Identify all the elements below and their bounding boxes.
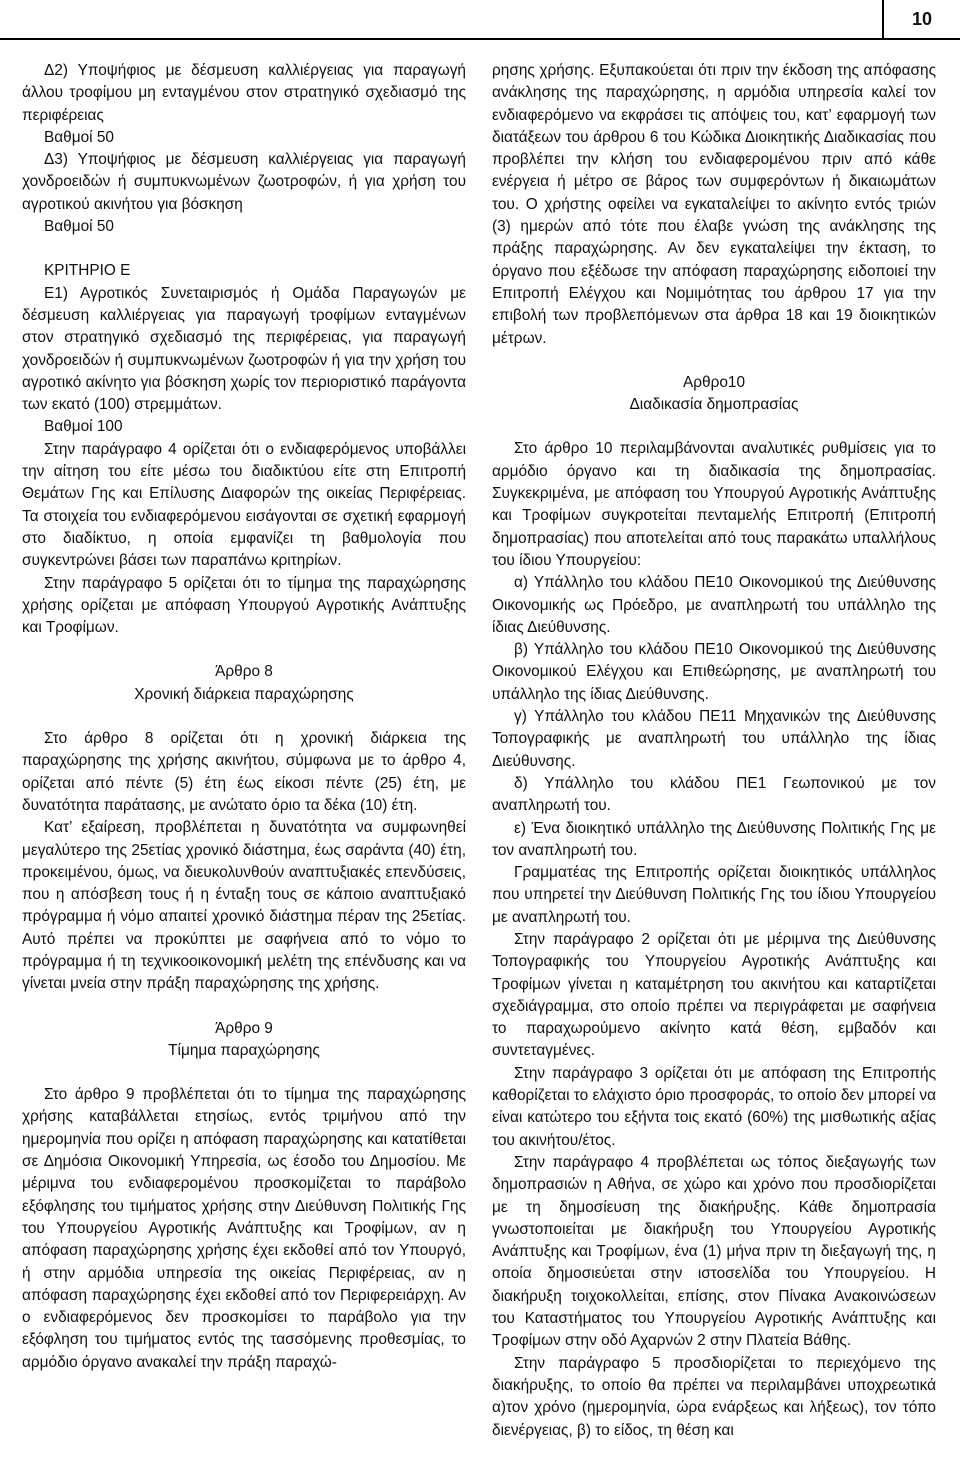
paragraph: δ) Υπάλληλο του κλάδου ΠΕ1 Γεωπονικού με τον αναπληρωτή του.	[492, 774, 936, 815]
paragraph: Βαθμοί 100	[44, 418, 123, 436]
paragraph: Στην παράγραφο 3 ορίζεται ότι με απόφαση της Επιτροπής καθορίζεται το ελάχιστο όριο προσφοράς, το οποίο δεν μπορεί να είναι κατώτερο του εξήντα τοις εκατό (60%) της μισθωτικής αξίας του ακινήτου/έτος.	[492, 1064, 936, 1149]
paragraph: Στο άρθρο 9 προβλέπεται ότι το τίμημα της παραχώρησης χρήσης καταβάλλεται ετησίως, εντός τριμήνου από την ημερομηνία που ορίζει η απόφαση παραχώρησης και κατατίθεται σε Δημόσια Οικονομική Υπηρεσία, ως έσοδο του Δημοσίου. Με μέριμνα του ενδιαφερομένου προσκομίζεται το παράβολο εξόφλησης του τιμήματος χρήσης στην Διεύθυνση Πολιτικής Γης του Υπουργείου Αγροτικής Ανάπτυξης και Τροφίμων, αν η απόφαση παραχώρησης χρήσης έχει εκδοθεί από τον Υπουργό, ή στην αρμόδια υπηρεσία της οικείας Περιφέρειας, αν η απόφαση παραχώρησης έχει εκδοθεί από τον Περιφερειάρχη. Αν ο ενδιαφερόμενος δεν προσκομίσει το παράβολο για την εξόφληση του τιμήματος εντός της τασσόμενης προθεσμίας, το αρμόδιο όργανο ανακαλεί την πράξη παραχώ-	[22, 1086, 466, 1371]
paragraph: Βαθμοί 50	[44, 218, 114, 236]
left-column	[22, 60, 466, 1374]
spacer	[22, 706, 466, 728]
paragraph: ΚΡΙΤΗΡΙΟ Ε	[44, 262, 131, 280]
paragraph: β) Υπάλληλο του κλάδου ΠΕ10 Οικονομικού της Διεύθυνσης Οικονομικού Ελέγχου και Επιθεώρησης, με αναπληρωτή του υπάλληλο της ίδιας Διεύθυνσης.	[492, 641, 936, 703]
spacer	[22, 1062, 466, 1084]
section-heading: Διαδικασία δημοπρασίας	[629, 396, 799, 414]
spacer	[22, 639, 466, 661]
paragraph: Κατ’ εξαίρεση, προβλέπεται η δυνατότητα να συμφωνηθεί μεγαλύτερο της 25ετίας χρονικό διάστημα, έως σαράντα (40) έτη, προκειμένου, όμως, να διευκολυνθούν αναπτυξιακές επενδύσεις, που η απόσβεση τους ή η ένταξη τους σε κάποιο αναπτυξιακό πρόγραμμα ή νόμο απαιτεί χρονικό διάστημα πέραν της 25ετίας. Αυτό πρέπει να προκύπτει με σαφήνεια από το νόμο το πρόγραμμα ή τη τεχνικοοικονομική μελέτη της επένδυσης και να γίνεται μνεία στην πράξη παραχώρησης της χρήσης.	[22, 819, 466, 993]
paragraph: Στην παράγραφο 5 ορίζεται ότι το τίμημα της παραχώρησης χρήσης ορίζεται με απόφαση Υπουργού Αγροτικής Ανάπτυξης και Τροφίμων.	[22, 574, 466, 637]
spacer	[22, 996, 466, 1018]
paragraph: Δ3) Υποψήφιος με δέσμευση καλλιέργειας για παραγωγή χονδροειδών ή συμπυκνωμένων ζωοτροφών, ή για χρήση του αγροτικού ακινήτου για βόσκηση	[22, 151, 466, 213]
section-heading: Αρθρο10	[682, 373, 745, 391]
paragraph: Στην παράγραφο 2 ορίζεται ότι με μέριμνα της Διεύθυνσης Τοπογραφικής του Υπουργείου Αγροτικής Ανάπτυξης και Τροφίμων γίνεται η καταμέτρηση του ακινήτου και καταρτίζεται σχεδιάγραμμα, στο οποίο πρέπει να περιγράφεται με σαφήνεια το παραχωρούμενο ακίνητο κατά θέση, εμβαδόν και συντεταγμένες.	[492, 930, 936, 1060]
section-heading: Άρθρο 8	[215, 663, 273, 681]
paragraph: Ε1) Αγροτικός Συνεταιρισμός ή Ομάδα Παραγωγών με δέσμευση καλλιέργειας για παραγωγή τροφίμων ενταγμένων στον στρατηγικό σχεδιασμό της περιφέρειας, για παραγωγή χονδροειδών ή συμπυκνωμένων ζωοτροφών ή για την χρήση του αγροτικό ακίνητο για βόσκηση χωρίς τον περιοριστικό παράγοντα των εκατό (100) στρεμμάτων.	[22, 284, 466, 414]
paragraph: ρησης χρήσης. Εξυπακούεται ότι πριν την έκδοση της απόφασης ανάκλησης της παραχώρησης, η αρμόδια υπηρεσία καλεί τον ενδιαφερόμενο να εκφράσει τις απόψεις του, κατ’ εφαρμογή των διατάξεων του άρθρου 6 του Κώδικα Διοικητικής Διαδικασίας που προβλέπει την κλήση του ενδιαφερομένου πριν από κάθε ενέργεια ή μέτρο σε βάρος των συμφερόντων ή δικαιωμάτων του. Ο χρήστης οφείλει να εγκαταλείψει το ακίνητο εντός τριών (3) ημερών από τότε που έλαβε γνώση της ανάκλησης της πράξης παραχώρησης. Αν δεν εγκαταλείψει την έκταση, το όργανο που εξέδωσε την απόφαση παραχώρησης ειδοποιεί την Επιτροπή Ελέγχου και Νομιμότητας του άρθρου 17 για την επιβολή των προβλεπόμενων στα άρθρα 18 και 19 διοικητικών μέτρων.	[492, 62, 936, 347]
page-header	[0, 0, 960, 38]
spacer	[492, 416, 936, 438]
right-column	[492, 60, 936, 1442]
section-heading: Τίμημα παραχώρησης	[168, 1041, 320, 1059]
paragraph: α) Υπάλληλο του κλάδου ΠΕ10 Οικονομικού της Διεύθυνσης Οικονομικής ως Πρόεδρο, με αναπληρωτή του υπάλληλο της ίδιας Διεύθυνσης.	[492, 574, 936, 636]
header-rule	[0, 38, 960, 40]
paragraph: Στην παράγραφο 5 προσδιορίζεται το περιεχόμενο της διακήρυξης, το οποίο θα πρέπει να περιλαμβάνει υποχρεωτικά α)τον χρόνο (ημερομηνία, ώρα ενάρξεως και λήξεως), τον τόπο διενέργειας, β) το είδος, τη θέση και	[492, 1354, 936, 1439]
paragraph: ε) Ένα διοικητικό υπάλληλο της Διεύθυνσης Πολιτικής Γης με τον αναπληρωτή του.	[492, 819, 936, 859]
paragraph: Στην παράγραφο 4 προβλέπεται ως τόπος διεξαγωγής των δημοπρασιών η Αθήνα, σε χώρο και χρόνο που προσδιορίζεται με τη δημοσίευση της διακήρυξης. Κάθε δημοπρασία γνωστοποιείται με διακήρυξη του Υπουργείου Αγροτικής Ανάπτυξης και Τροφίμων, ένα (1) μήνα πριν τη διεξαγωγή της, η οποία δημοσιεύεται στην ιστοσελίδα του Υπουργείου. Η διακήρυξη τοιχοκολλείται, επίσης, στον Πίνακα Ανακοινώσεων του Καταστήματος του Υπουργείου Αγροτικής Ανάπτυξης και Τροφίμων στην οδό Αχαρνών 2 στην Πλατεία Βάθης.	[492, 1153, 936, 1350]
spacer	[22, 238, 466, 260]
paragraph: Στην παράγραφο 4 ορίζεται ότι ο ενδιαφερόμενος υποβάλλει την αίτηση του είτε μέσω του διαδικτύου είτε στη Επιτροπή Θεμάτων Γης και Επίλυσης Διαφορών της οικείας Περιφέρειας. Τα στοιχεία του ενδιαφερόμενου εισάγονται σε σχετική εφαρμογή στο διαδίκτυο, η οποία εμφανίζει τη βαθμολογία που συγκεντρώνει βάσει των παραπάνω κριτηρίων.	[22, 440, 466, 570]
spacer	[492, 350, 936, 372]
page-number: 10	[882, 0, 960, 38]
paragraph: Στο άρθρο 10 περιλαμβάνονται αναλυτικές ρυθμίσεις για το αρμόδιο όργανο και τη διαδικασία της δημοπρασίας. Συγκεκριμένα, με απόφαση του Υπουργού Αγροτικής Ανάπτυξης και Τροφίμων συγκροτείται πενταμελής Επιτροπή (Επιτροπή δημοπρασίας) που αποτελείται από τους παρακάτω υπαλλήλους του ίδιου Υπουργείου:	[492, 440, 936, 569]
paragraph: Γραμματέας της Επιτροπής ορίζεται διοικητικός υπάλληλος που υπηρετεί την Διεύθυνση Πολιτικής Γης του ίδιου Υπουργείου με αναπληρωτή του.	[492, 864, 936, 926]
section-heading: Χρονική διάρκεια παραχώρησης	[134, 685, 354, 703]
paragraph: Βαθμοί 50	[44, 128, 114, 146]
paragraph: Δ2) Υποψήφιος με δέσμευση καλλιέργειας για παραγωγή άλλου τροφίμου μη ενταγμένου στον στρατηγικό σχεδιασμό της περιφέρειας	[22, 62, 466, 124]
paragraph: Στο άρθρο 8 ορίζεται ότι η χρονική διάρκεια της παραχώρησης της χρήσης ακινήτου, σύμφωνα με το άρθρο 4, ορίζεται από πέντε (5) έτη έως είκοσι πέντε (25) έτη, με δυνατότητα παράτασης, με ανώτατο όριο τα δέκα (10) έτη.	[22, 730, 466, 814]
section-heading: Άρθρο 9	[215, 1019, 273, 1037]
paragraph: γ) Υπάλληλο του κλάδου ΠΕ11 Μηχανικών της Διεύθυνσης Τοπογραφικής με αναπληρωτή του υπάλληλο της ίδιας Διεύθυνσης.	[492, 708, 936, 770]
